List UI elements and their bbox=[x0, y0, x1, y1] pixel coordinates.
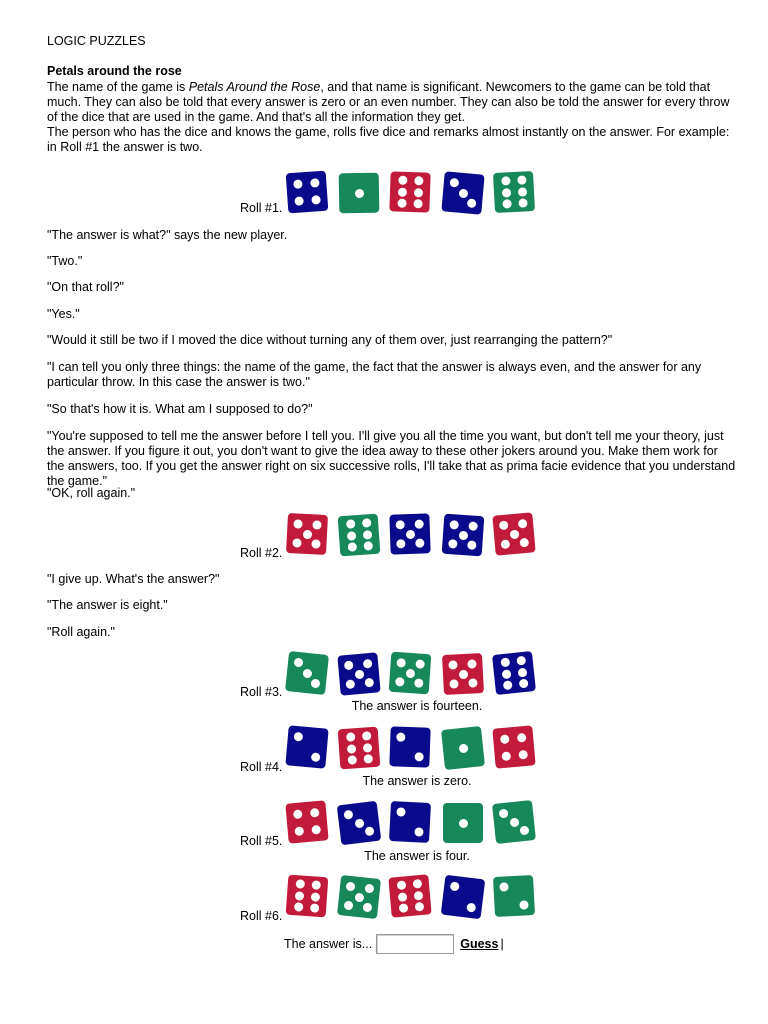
die-pip bbox=[312, 195, 322, 205]
die-pip bbox=[415, 538, 424, 547]
die-pip bbox=[519, 825, 529, 835]
die-pip bbox=[519, 537, 529, 547]
die-pip bbox=[517, 176, 526, 185]
dialogue-line: "I can tell you only three things: the name of the game, the fact that the answer is always even, and the answer for any particular throw. In this case the answer is two." bbox=[47, 360, 702, 389]
die-pip bbox=[517, 519, 527, 529]
die-pip bbox=[293, 179, 303, 189]
guess-button[interactable]: Guess bbox=[460, 937, 499, 951]
dialogue-line: "OK, roll again." bbox=[47, 486, 136, 500]
die bbox=[441, 171, 484, 214]
die-pip bbox=[468, 522, 478, 532]
die bbox=[285, 725, 328, 768]
die-pip bbox=[499, 521, 509, 531]
die-pip bbox=[458, 669, 467, 678]
die-pip bbox=[466, 902, 476, 912]
die-pip bbox=[519, 750, 529, 760]
die-pip bbox=[311, 881, 321, 891]
die-pip bbox=[347, 542, 357, 552]
die-pip bbox=[344, 661, 354, 671]
die-pip bbox=[294, 197, 304, 207]
die bbox=[337, 652, 380, 695]
die bbox=[441, 726, 485, 770]
die-pip bbox=[310, 892, 320, 902]
die-pip bbox=[509, 529, 519, 539]
die-pip bbox=[458, 530, 468, 540]
die-pip bbox=[396, 520, 405, 529]
die bbox=[492, 512, 535, 555]
roll-answer-5: The answer is four. bbox=[364, 849, 470, 863]
intro-p2: The person who has the dice and knows the game, rolls five dice and remarks almost instantly on the answer. For example: in Roll #1 the answer is two. bbox=[47, 125, 730, 154]
die bbox=[493, 171, 535, 213]
die-pip bbox=[502, 680, 512, 690]
die-pip bbox=[414, 678, 424, 688]
die-pip bbox=[450, 679, 459, 688]
die-pip bbox=[346, 744, 356, 754]
die-pip bbox=[414, 752, 423, 761]
puzzle-title: Petals around the rose bbox=[47, 64, 182, 78]
die-pip bbox=[293, 902, 303, 912]
die bbox=[389, 513, 430, 554]
die-pip bbox=[501, 188, 510, 197]
die-pip bbox=[414, 176, 423, 185]
dialogue-line: "Yes." bbox=[47, 307, 80, 321]
intro-text bbox=[47, 80, 737, 155]
die-pip bbox=[518, 198, 527, 207]
die-pip bbox=[518, 678, 528, 688]
die-pip bbox=[312, 521, 321, 530]
dialogue-line: "The answer is what?" says the new player. bbox=[47, 228, 288, 242]
die bbox=[286, 875, 329, 918]
die-pip bbox=[361, 518, 371, 528]
die-pip bbox=[294, 732, 304, 742]
die bbox=[441, 875, 486, 920]
die-pip bbox=[362, 659, 372, 669]
die bbox=[492, 725, 535, 768]
roll-label-5: Roll #5. bbox=[240, 834, 283, 848]
die-pip bbox=[364, 677, 374, 687]
guess-separator: | bbox=[500, 937, 504, 951]
die bbox=[339, 173, 380, 214]
roll-label-1: Roll #1. bbox=[240, 201, 283, 215]
dialogue-line: "So that's how it is. What am I supposed to do?" bbox=[47, 402, 313, 416]
dialogue-line: "Would it still be two if I moved the dice without turning any of them over, just rearranging the pattern?" bbox=[47, 333, 613, 347]
die-pip bbox=[310, 178, 320, 188]
die-pip bbox=[500, 658, 510, 668]
die-pip bbox=[310, 752, 320, 762]
die bbox=[338, 514, 381, 557]
die-pip bbox=[293, 538, 302, 547]
die-pip bbox=[509, 817, 519, 827]
dialogue-line: "On that roll?" bbox=[47, 280, 124, 294]
die bbox=[286, 171, 329, 214]
die-pip bbox=[450, 882, 460, 892]
die-pip bbox=[459, 819, 468, 828]
dialogue-line: "You're supposed to tell me the answer before I tell you. I'll give you all the time you want, but don't tell me your theory, just the answer. If you figure it out, you don't want to give the idea away to these other jokers around you. Make them work for the answers, too. If you get the answer right on six successive rolls, I'll take that as prima facie evidence that you understand the game." bbox=[47, 429, 736, 488]
die-pip bbox=[396, 539, 405, 548]
die bbox=[493, 875, 535, 917]
die-pip bbox=[362, 530, 372, 540]
die bbox=[442, 653, 484, 695]
die-pip bbox=[467, 660, 476, 669]
guess-form bbox=[284, 934, 504, 954]
die-pip bbox=[405, 668, 415, 678]
die-pip bbox=[502, 199, 511, 208]
guess-prompt: The answer is... bbox=[284, 937, 373, 951]
die-pip bbox=[405, 529, 414, 538]
die-pip bbox=[397, 892, 407, 902]
die-pip bbox=[395, 677, 405, 687]
die bbox=[443, 803, 483, 843]
die-pip bbox=[302, 529, 311, 538]
die bbox=[286, 513, 328, 555]
die-pip bbox=[312, 825, 322, 835]
die-pip bbox=[398, 176, 407, 185]
dice-roll-4 bbox=[287, 725, 547, 771]
die-pip bbox=[362, 902, 372, 912]
dice-roll-5 bbox=[287, 800, 547, 846]
die-pip bbox=[398, 903, 408, 913]
die bbox=[338, 727, 381, 770]
dice-roll-3 bbox=[287, 651, 547, 697]
die bbox=[285, 651, 329, 695]
die-pip bbox=[294, 891, 304, 901]
die-pip bbox=[450, 178, 460, 188]
die-pip bbox=[347, 755, 357, 765]
die-pip bbox=[458, 188, 468, 198]
die-pip bbox=[519, 900, 528, 909]
die bbox=[389, 652, 432, 695]
die-pip bbox=[501, 177, 510, 186]
answer-input[interactable] bbox=[376, 934, 454, 954]
die-pip bbox=[516, 656, 526, 666]
die-pip bbox=[311, 539, 320, 548]
dice-roll-1 bbox=[287, 170, 547, 216]
die-pip bbox=[309, 903, 319, 913]
die-pip bbox=[448, 539, 458, 549]
roll-label-2: Roll #2. bbox=[240, 546, 283, 560]
die-pip bbox=[354, 892, 364, 902]
die-pip bbox=[364, 826, 374, 836]
intro-p1-end: , and that name is significant. Newcomers to the game can be told that much. They can also be told that every answer is zero or an even number. They can also be told the answer for every throw of the dice that are used in the game. And that's all the information they get. bbox=[47, 80, 730, 124]
die-pip bbox=[364, 884, 374, 894]
die-pip bbox=[517, 667, 527, 677]
die-pip bbox=[345, 520, 355, 530]
die-pip bbox=[344, 900, 354, 910]
die bbox=[285, 800, 328, 843]
die-pip bbox=[354, 669, 364, 679]
dialogue-line: "Roll again." bbox=[47, 625, 115, 639]
roll-label-3: Roll #3. bbox=[240, 685, 283, 699]
die-pip bbox=[458, 743, 468, 753]
die bbox=[389, 171, 430, 212]
die-pip bbox=[354, 188, 363, 197]
dialogue-line: "The answer is eight." bbox=[47, 598, 168, 612]
die-pip bbox=[361, 731, 371, 741]
die-pip bbox=[396, 733, 405, 742]
die bbox=[492, 651, 536, 695]
roll-label-6: Roll #6. bbox=[240, 909, 283, 923]
die-pip bbox=[310, 808, 320, 818]
game-name-italic: Petals Around the Rose bbox=[188, 80, 321, 94]
die bbox=[337, 801, 382, 846]
die-pip bbox=[500, 883, 509, 892]
die-pip bbox=[397, 187, 406, 196]
die-pip bbox=[412, 879, 422, 889]
die-pip bbox=[414, 520, 423, 529]
die-pip bbox=[467, 540, 477, 550]
die-pip bbox=[499, 809, 509, 819]
die-pip bbox=[413, 188, 422, 197]
page-heading: LOGIC PUZZLES bbox=[47, 34, 146, 48]
die bbox=[492, 800, 536, 844]
die-pip bbox=[396, 881, 406, 891]
roll-answer-4: The answer is zero. bbox=[362, 774, 472, 788]
die-pip bbox=[501, 539, 511, 549]
die-pip bbox=[397, 198, 406, 207]
die-pip bbox=[363, 754, 373, 764]
die-pip bbox=[354, 818, 364, 828]
die-pip bbox=[310, 678, 320, 688]
die-pip bbox=[414, 827, 423, 836]
die bbox=[337, 875, 381, 919]
dice-roll-2 bbox=[287, 512, 547, 558]
die bbox=[388, 874, 431, 917]
die-pip bbox=[344, 810, 354, 820]
die-pip bbox=[346, 679, 356, 689]
die-pip bbox=[397, 658, 407, 668]
die-pip bbox=[414, 902, 424, 912]
die-pip bbox=[295, 879, 305, 889]
dialogue-line: "I give up. What's the answer?" bbox=[47, 572, 220, 586]
die-pip bbox=[501, 752, 511, 762]
die-pip bbox=[397, 808, 406, 817]
die-pip bbox=[501, 669, 511, 679]
die-pip bbox=[346, 882, 356, 892]
die bbox=[442, 514, 485, 557]
die-pip bbox=[413, 199, 422, 208]
die-pip bbox=[450, 520, 460, 530]
die-pip bbox=[363, 541, 373, 551]
die-pip bbox=[294, 827, 304, 837]
intro-p1-start: The name of the game is bbox=[47, 80, 189, 94]
die-pip bbox=[346, 531, 356, 541]
die-pip bbox=[468, 678, 477, 687]
roll-label-4: Roll #4. bbox=[240, 760, 283, 774]
dialogue-line: "Two." bbox=[47, 254, 83, 268]
die-pip bbox=[294, 520, 303, 529]
die-pip bbox=[517, 187, 526, 196]
die-pip bbox=[362, 743, 372, 753]
die-pip bbox=[294, 658, 304, 668]
roll-answer-3: The answer is fourteen. bbox=[351, 699, 483, 713]
die-pip bbox=[449, 661, 458, 670]
die-pip bbox=[293, 809, 303, 819]
die-pip bbox=[415, 660, 425, 670]
die-pip bbox=[413, 890, 423, 900]
die bbox=[389, 801, 431, 843]
die-pip bbox=[466, 198, 476, 208]
dice-roll-6 bbox=[287, 874, 547, 920]
die bbox=[389, 726, 430, 767]
die-pip bbox=[517, 733, 527, 743]
die-pip bbox=[345, 733, 355, 743]
die-pip bbox=[302, 668, 312, 678]
die-pip bbox=[500, 734, 510, 744]
